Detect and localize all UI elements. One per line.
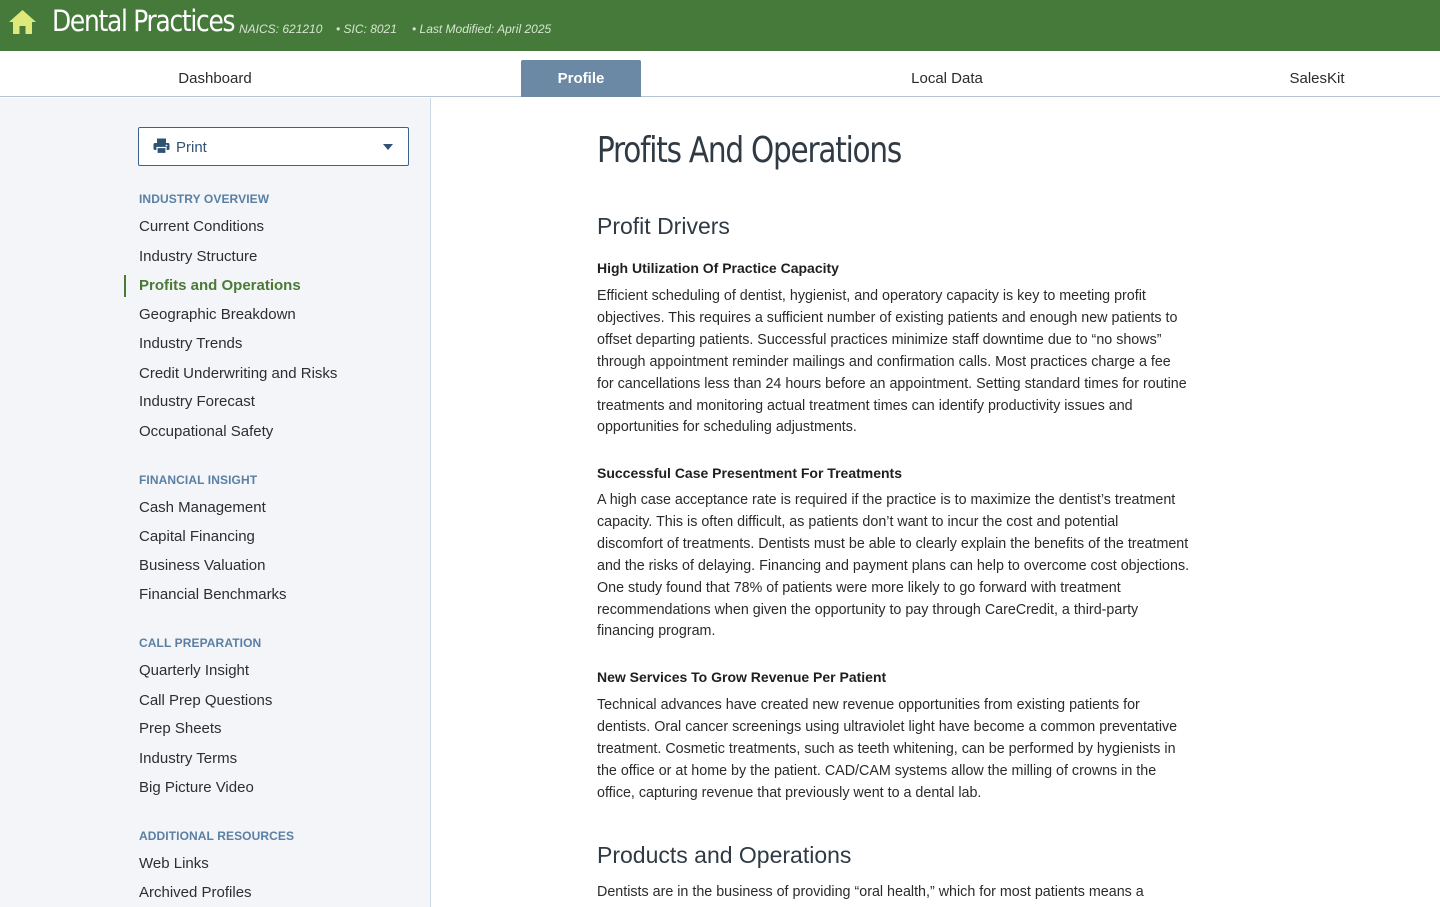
subsection-title: New Services To Grow Revenue Per Patient [597, 669, 887, 685]
tab-profile[interactable]: Profile [521, 60, 641, 97]
nav-business-valuation[interactable]: Business Valuation [139, 557, 266, 574]
print-label: Print [176, 139, 207, 156]
app-title: Dental Practices [52, 4, 235, 38]
active-indicator [124, 275, 126, 297]
section-heading-additional-resources: ADDITIONAL RESOURCES [139, 829, 295, 843]
sic-code: • SIC: 8021 [336, 22, 397, 36]
section-title-profit-drivers: Profit Drivers [597, 213, 730, 239]
paragraph: Technical advances have created new revenue opportunities from existing patients for dentists. Oral cancer screenings using ultraviolet light have become a common preventative treatment. Cosmetic treatments, such as teeth whitening, can be performed by hygienists in the office or at home by the patient. CAD/CAM systems allow the milling of crowns in the office, capturing revenue that previously went to a dental lab. [597, 697, 1178, 801]
nav-geographic-breakdown[interactable]: Geographic Breakdown [139, 306, 296, 323]
nav-cash-management[interactable]: Cash Management [139, 499, 266, 516]
print-dropdown[interactable] [138, 127, 409, 166]
nav-current-conditions[interactable]: Current Conditions [139, 218, 265, 235]
nav-capital-financing[interactable]: Capital Financing [139, 528, 255, 545]
tab-local-data[interactable]: Local Data [911, 70, 983, 87]
section-heading-financial-insight: FINANCIAL INSIGHT [139, 473, 258, 487]
home-icon[interactable] [8, 9, 37, 35]
printer-icon [153, 138, 170, 154]
section-heading-call-preparation: CALL PREPARATION [139, 636, 262, 650]
nav-industry-structure[interactable]: Industry Structure [139, 248, 258, 265]
paragraph: Dentists are in the business of providing “oral health,” which for most patients means a [597, 884, 1144, 900]
subsection-title: Successful Case Presentment For Treatments [597, 465, 903, 481]
nav-occupational-safety[interactable]: Occupational Safety [139, 423, 274, 440]
nav-big-picture-video[interactable]: Big Picture Video [139, 779, 254, 796]
section-title-products-and-operations: Products and Operations [597, 842, 852, 868]
nav-credit-underwriting[interactable]: Credit Underwriting and Risks [139, 365, 338, 382]
caret-down-icon[interactable] [383, 144, 393, 150]
nav-financial-benchmarks[interactable]: Financial Benchmarks [139, 586, 287, 603]
paragraph: A high case acceptance rate is required if the practice is to maximize the dentist’s treatment capacity. This is often difficult, as patients don’t want to incur the cost and potential discomfort of treatments. Dentists must be able to clearly explain the benefits of the treatment and the risks of delaying. Financing and payment plans can help to overcome cost objections. One study found that 78% of patients were more likely to go forward with treatment recommendations when given the opportunity to pay through CareCredit, a third-party financing program. [597, 492, 1190, 640]
section-heading-industry-overview: INDUSTRY OVERVIEW [139, 192, 270, 206]
nav-industry-terms[interactable]: Industry Terms [139, 750, 238, 767]
naics-code: NAICS: 621210 [239, 22, 323, 36]
paragraph: Efficient scheduling of dentist, hygienist, and operatory capacity is key to meeting profit objectives. This requires a sufficient number of existing patients and enough new patients to offset departing patients. Successful practices minimize staff downtime due to “no shows” through appointment reminder mailings and confirmation calls. Most practices charge a fee for cancellations less than 24 hours before an appointment. Setting standard times for routine treatments and monitoring actual treatment times can identify productivity issues and opportunities for scheduling adjustments. [597, 288, 1187, 436]
nav-archived-profiles[interactable]: Archived Profiles [139, 884, 252, 901]
nav-quarterly-insight[interactable]: Quarterly Insight [139, 662, 250, 679]
main-content [432, 98, 1440, 907]
tab-saleskit[interactable]: SalesKit [1289, 70, 1345, 87]
nav-industry-forecast[interactable]: Industry Forecast [139, 393, 255, 410]
nav-call-prep-questions[interactable]: Call Prep Questions [139, 692, 273, 709]
nav-profits-and-operations[interactable]: Profits and Operations [139, 277, 301, 294]
last-modified: • Last Modified: April 2025 [412, 22, 552, 36]
header-bar [0, 0, 1440, 51]
nav-prep-sheets[interactable]: Prep Sheets [139, 720, 222, 737]
tab-dashboard[interactable]: Dashboard [178, 70, 252, 87]
subsection-title: High Utilization Of Practice Capacity [597, 260, 839, 276]
nav-industry-trends[interactable]: Industry Trends [139, 335, 243, 352]
sidebar [0, 98, 431, 907]
tab-bar [0, 51, 1440, 97]
nav-web-links[interactable]: Web Links [139, 855, 209, 872]
page-title: Profits And Operations [597, 130, 902, 171]
